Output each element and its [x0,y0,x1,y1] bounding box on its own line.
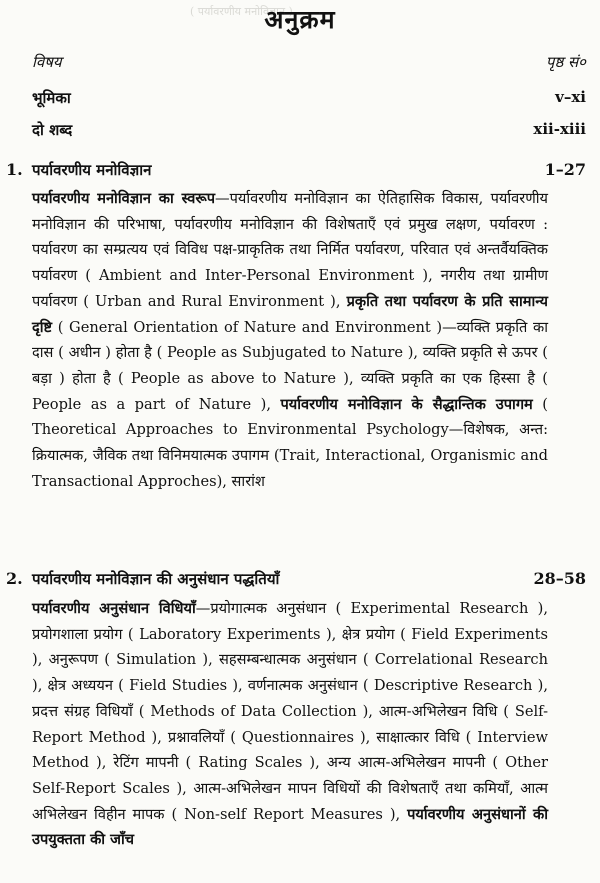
page-title: अनुक्रम [264,5,336,34]
chapter-2-title[interactable]: पर्यावरणीय मनोविज्ञान की अनुसंधान पद्धतियाँ [32,570,280,588]
summary-heading: पर्यावरणीय मनोविज्ञान का स्वरूप [32,190,216,207]
chapter-1-number: 1. [6,160,23,179]
column-header-subject: विषय [32,53,62,71]
toc-entry-preface-pages: v–xi [555,88,586,106]
chapter-2-summary [32,596,548,853]
chapter-1-title[interactable]: पर्यावरणीय मनोविज्ञान [32,161,152,179]
chapter-1-pages: 1–27 [544,160,586,179]
summary-heading: पर्यावरणीय अनुसंधानों की उपयुक्तता की जाँच [32,805,548,849]
summary-text: —पर्यावरणीय मनोविज्ञान का ऐतिहासिक विकास, पर्यावरणीय मनोविज्ञान की परिभाषा, पर्यावरणीय मनोविज्ञान की विशेषताएँ एवं प्रमुख लक्षण, पर्यावरण : पर्यावरण का सम्प्रत्यय एवं विविध पक्ष-प्राकृतिक तथा निर्मित पर्यावरण, परिवात एवं अन्तर्वैयक्तिक पर्यावरण ( Ambient and Inter-Personal Environment ), नगरीय तथा ग्रामीण पर्यावरण ( Urban and Rural Environment ), [32,190,549,310]
summary-text: ( General Orientation of Nature and Environment )—व्यक्ति प्रकृति का दास ( अधीन ) होता है ( People as Subjugated to Nature ), व्यक्ति प्रकृति से ऊपर ( बड़ा ) होता है ( People as above to Nature ), व्यक्ति प्रकृति का एक हिस्सा है ( People as a part of Nature ), [32,318,548,413]
summary-heading: प्रकृति तथा पर्यावरण के प्रति सामान्य दृष्टि [32,292,548,336]
chapter-1-summary [32,186,548,494]
summary-text: —प्रयोगात्मक अनुसंधान ( Experimental Research ), प्रयोगशाला प्रयोग ( Laboratory Experiments ), क्षेत्र प्रयोग ( Field Experiments ), अनुरूपण ( Simulation ), सहसम्बन्धात्मक अनुसंधान ( Correlational Research ), क्षेत्र अध्ययन ( Field Studies ), वर्णनात्मक अनुसंधान ( Descriptive Research ), प्रदत्त संग्रह विधियाँ ( Methods of Data Collection ), आत्म-अभिलेखन विधि ( Self-Report Method ), प्रश्नावलियाँ ( Questionnaires ), साक्षात्कार विधि ( Interview Method ), रेटिंग मापनी ( Rating Scales ), अन्य आत्म-अभिलेखन मापनी ( Other Self-Report Scales ), आत्म-अभिलेखन मापन विधियों की विशेषताएँ तथा कमियाँ, आत्म अभिलेखन विहीन मापक ( Non-self Report Measures ), [32,600,548,823]
chapter-2-pages: 28–58 [533,569,586,588]
summary-heading: पर्यावरणीय मनोविज्ञान के सैद्धान्तिक उपागम [280,395,533,413]
bleed-through-text: ( पर्यावरणीय मनोविज्ञान ) [190,5,293,18]
summary-heading: पर्यावरणीय अनुसंधान विधियाँ [32,600,196,617]
toc-entry-preface[interactable]: भूमिका [32,89,71,107]
chapter-2-number: 2. [6,569,23,588]
column-header-page-no: पृष्ठ सं० [545,53,586,71]
toc-entry-foreword-pages: xii-xiii [533,120,586,138]
summary-text: ( Theoretical Approaches to Environmental Psychology—विशेषक, अन्त: क्रियात्मक, जैविक तथा विनिमयात्मक उपागम (Trait, Interactional, Organismic and Transactional Approches), सारांश [32,395,548,490]
toc-entry-foreword[interactable]: दो शब्द [32,121,73,139]
